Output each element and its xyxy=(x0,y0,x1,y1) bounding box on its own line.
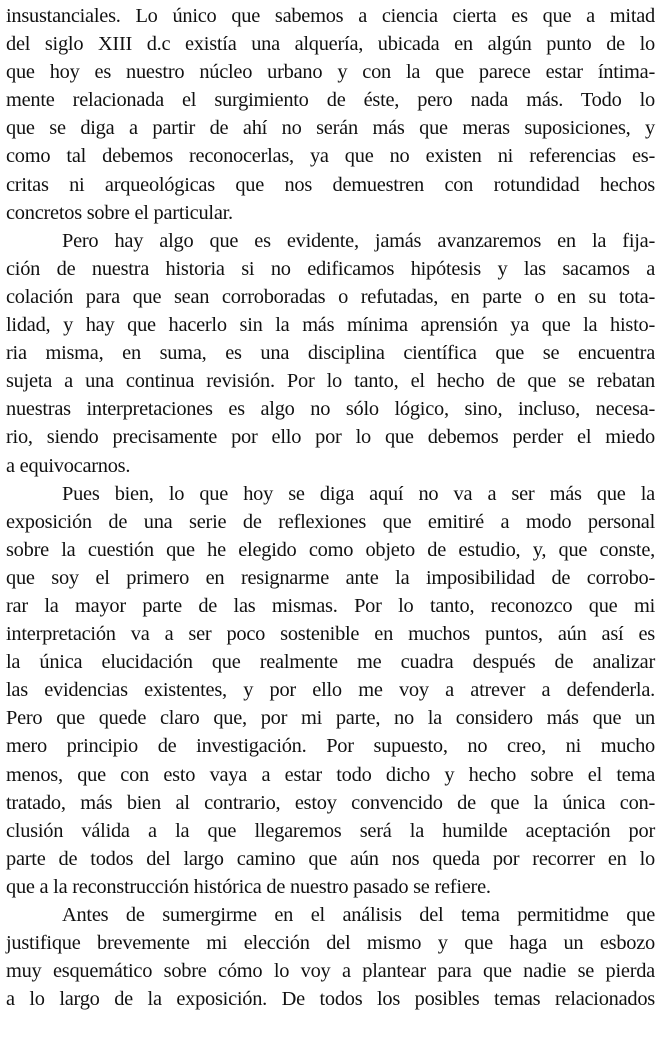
paragraph xyxy=(6,2,655,227)
text-line: rar la mayor parte de las mismas. Por lo tanto, reconozco que mi xyxy=(6,594,655,617)
text-line: a lo largo de la exposición. De todos los posibles temas relacionados xyxy=(6,988,655,1011)
text-line: como tal debemos reconocerlas, ya que no existen ni referencias es- xyxy=(6,145,655,168)
text-line: rio, siendo precisamente por ello por lo que debemos perder el miedo xyxy=(6,426,655,449)
text-line: tratado, más bien al contrario, estoy convencido de que la única con- xyxy=(6,791,655,814)
text-line: a equivocarnos. xyxy=(6,454,131,477)
text-line: exposición de una serie de reflexiones que emitiré a modo personal xyxy=(6,510,655,533)
paragraph xyxy=(6,480,655,901)
text-line: colación para que sean corroboradas o refutadas, en parte o en su tota- xyxy=(6,285,655,308)
text-line: Pero que quede claro que, por mi parte, no la considero más que un xyxy=(6,707,655,730)
text-line: lidad, y hay que hacerlo sin la más mínima aprensión ya que la histo- xyxy=(6,314,655,337)
text-line: mente relacionada el surgimiento de éste, pero nada más. Todo lo xyxy=(6,89,655,112)
text-line: parte de todos del largo camino que aún nos queda por recorrer en lo xyxy=(6,847,655,870)
text-line: Pero hay algo que es evidente, jamás avanzaremos en la fija- xyxy=(62,229,655,252)
text-line: mero principio de investigación. Por supuesto, no creo, ni mucho xyxy=(6,735,655,758)
paragraph xyxy=(6,227,655,480)
text-line: sobre la cuestión que he elegido como objeto de estudio, y, que conste, xyxy=(6,538,655,561)
text-line: critas ni arqueológicas que nos demuestren con rotundidad hechos xyxy=(6,173,655,196)
text-line: ria misma, en suma, es una disciplina científica que se encuentra xyxy=(6,342,655,365)
text-line: ción de nuestra historia si no edificamos hipótesis y las sacamos a xyxy=(6,257,655,280)
text-line: Antes de sumergirme en el análisis del tema permitidme que xyxy=(62,904,655,926)
text-line: menos, que con esto vaya a estar todo dicho y hecho sobre el tema xyxy=(6,763,655,786)
text-line: que a la reconstrucción histórica de nuestro pasado se refiere. xyxy=(6,875,491,898)
text-line: del siglo XIII d.c existía una alquería, ubicada en algún punto de lo xyxy=(6,33,655,56)
text-line: la única elucidación que realmente me cuadra después de analizar xyxy=(6,651,655,674)
text-line: muy esquemático sobre cómo lo voy a plantear para que nadie se pierda xyxy=(6,960,655,983)
text-line: interpretación va a ser poco sostenible en muchos puntos, aún así es xyxy=(6,623,655,646)
text-line: que se diga a partir de ahí no serán más que meras suposiciones, y xyxy=(6,117,655,140)
text-line: concretos sobre el particular. xyxy=(6,201,233,224)
paragraph xyxy=(6,901,655,1013)
text-line: las evidencias existentes, y por ello me voy a atrever a defenderla. xyxy=(6,679,655,702)
text-line: nuestras interpretaciones es algo no sólo lógico, sino, incluso, necesa- xyxy=(6,398,655,421)
text-line: justifique brevemente mi elección del mismo y que haga un esbozo xyxy=(6,932,655,955)
document-page xyxy=(6,2,655,1013)
text-line: Pues bien, lo que hoy se diga aquí no va a ser más que la xyxy=(62,482,655,505)
text-line: insustanciales. Lo único que sabemos a ciencia cierta es que a mitad xyxy=(6,5,655,27)
text-line: que hoy es nuestro núcleo urbano y con la que parece estar íntima- xyxy=(6,61,655,84)
text-line: que soy el primero en resignarme ante la imposibilidad de corrobo- xyxy=(6,566,655,589)
body-text xyxy=(6,2,655,1013)
text-line: clusión válida a la que llegaremos será la humilde aceptación por xyxy=(6,819,655,842)
text-line: sujeta a una continua revisión. Por lo tanto, el hecho de que se rebatan xyxy=(6,370,655,393)
